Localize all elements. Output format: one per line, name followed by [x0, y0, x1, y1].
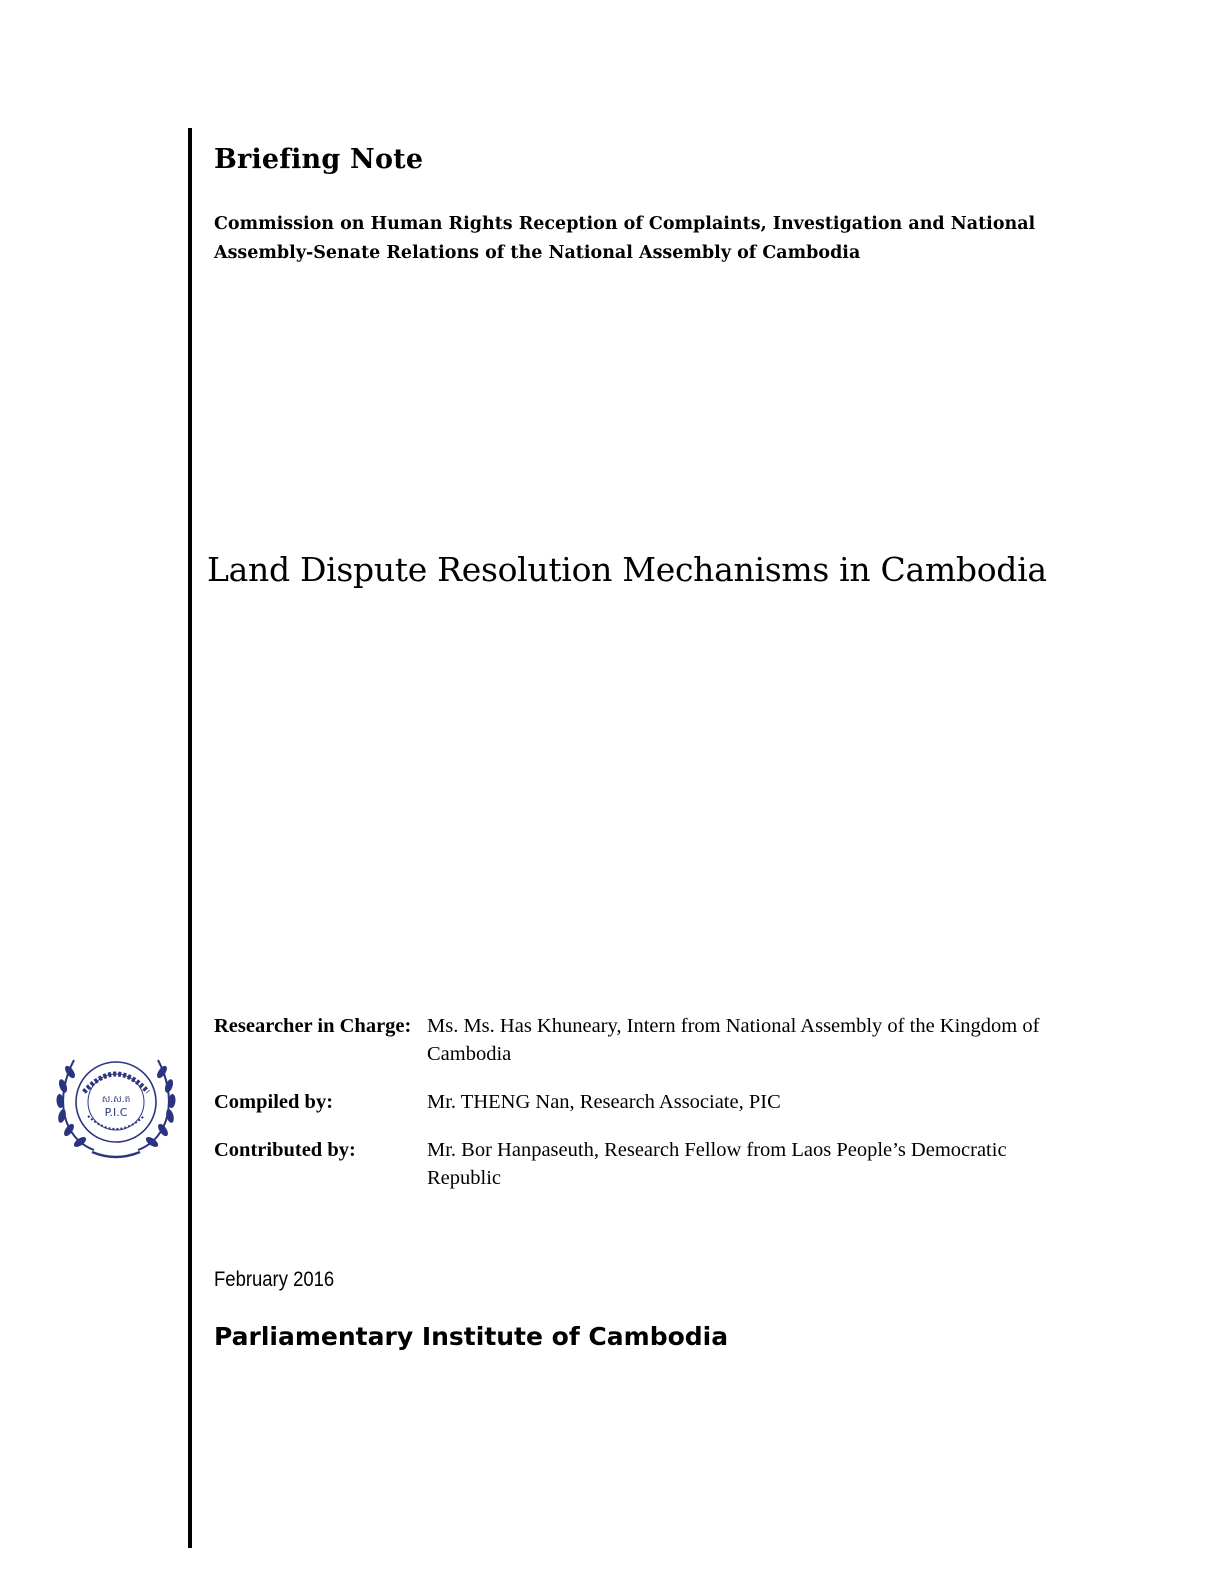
credit-label: Compiled by: — [214, 1091, 334, 1113]
institute-name: Parliamentary Institute of Cambodia — [214, 1322, 729, 1351]
document-title: Land Dispute Resolution Mechanisms in Cambodia — [207, 550, 1047, 589]
left-vertical-rule — [188, 128, 192, 1548]
credit-label: Contributed by: — [214, 1139, 356, 1161]
logo-abbreviation: P.I.C — [104, 1106, 128, 1119]
credit-label: Researcher in Charge: — [214, 1015, 412, 1037]
publication-date: February 2016 — [214, 1268, 335, 1291]
svg-text:ស.ស.ត: ស.ស.ត — [101, 1095, 131, 1105]
credit-value: Mr. THENG Nan, Research Associate, PIC — [427, 1091, 781, 1113]
briefing-note-label: Briefing Note — [214, 144, 424, 175]
credit-row-researcher — [214, 1012, 1084, 1068]
credit-value: Ms. Ms. Has Khuneary, Intern from National Assembly of the Kingdom of Cambodia — [427, 1015, 1040, 1065]
credit-row-compiler — [214, 1088, 1084, 1116]
pic-emblem-icon — [48, 1038, 184, 1166]
credit-row-contributor — [214, 1136, 1084, 1192]
credits-section — [214, 1012, 1084, 1212]
commission-name: Commission on Human Rights Reception of Complaints, Investigation and National Assembly-Senate Relations of the National Assembly of Cambodia — [214, 214, 1036, 263]
credit-value: Mr. Bor Hanpaseuth, Research Fellow from Laos People’s Democratic Republic — [427, 1139, 1007, 1189]
